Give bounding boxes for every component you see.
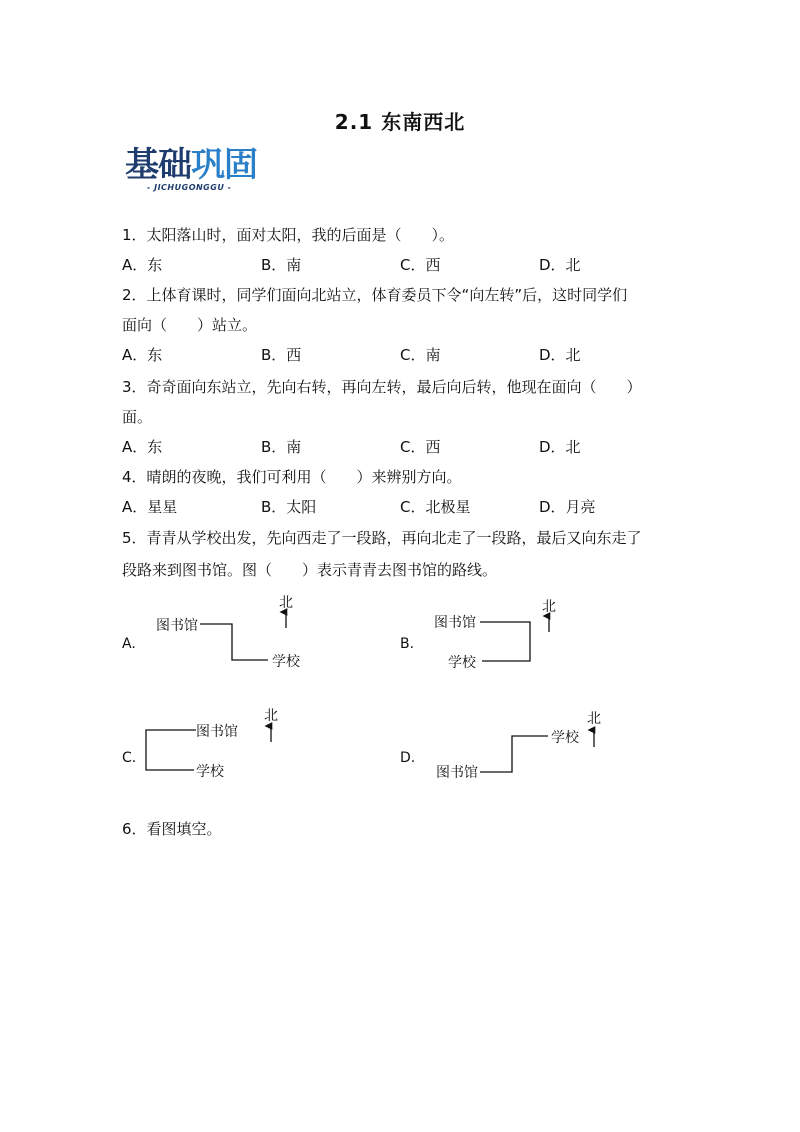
question-2-text-line2: 面向（ ）站立。: [122, 316, 258, 334]
route-b-school-label: 学校: [448, 655, 476, 671]
q1-option-b: B．南: [261, 256, 302, 274]
route-d-north-label: 北: [587, 711, 601, 727]
q4-option-b: B．太阳: [261, 498, 317, 516]
route-b-library-label: 图书馆: [434, 615, 476, 631]
route-c-letter: C.: [122, 750, 137, 766]
route-c-path: [146, 730, 196, 770]
q3-option-b: B．南: [261, 438, 302, 456]
route-b-path: [480, 622, 530, 661]
route-c-north-label: 北: [264, 708, 278, 724]
q1-option-d: D．北: [539, 256, 581, 274]
q2-option-a: A．东: [122, 346, 163, 364]
page-title: 2.1 东南西北: [334, 110, 466, 134]
route-c-library-label: 图书馆: [196, 724, 238, 740]
banner-main-text: 基础巩固: [125, 145, 257, 185]
q2-option-d: D．北: [539, 346, 581, 364]
route-a-path: [200, 624, 268, 660]
route-map-c: [122, 708, 278, 780]
route-b-north-label: 北: [542, 599, 556, 615]
q3-option-a: A．东: [122, 438, 163, 456]
route-b-letter: B.: [400, 636, 415, 652]
q4-option-a: A．星星: [122, 498, 178, 516]
route-a-north-label: 北: [279, 595, 293, 611]
route-a-school-label: 学校: [272, 654, 300, 670]
route-map-d: [400, 711, 601, 780]
question-1-text: 1．太阳落山时，面对太阳，我的后面是（ ）。: [122, 226, 455, 244]
q2-option-b: B．西: [261, 346, 302, 364]
route-c-school-label: 学校: [196, 764, 224, 780]
question-2-text-line1: 2．上体育课时，同学们面向北站立，体育委员下令“向左转”后，这时同学们: [122, 286, 628, 304]
q3-option-c: C．西: [400, 438, 441, 456]
question-3-text-line2: 面。: [122, 408, 153, 426]
route-d-path: [480, 736, 548, 772]
question-5-text-line2: 段路来到图书馆。图（ ）表示青青去图书馆的路线。: [122, 561, 498, 579]
q3-option-d: D．北: [539, 438, 581, 456]
q1-option-c: C．西: [400, 256, 441, 274]
route-a-library-label: 图书馆: [156, 618, 198, 634]
route-d-school-label: 学校: [551, 730, 579, 746]
q4-option-c: C．北极星: [400, 498, 471, 516]
route-a-letter: A.: [122, 636, 136, 652]
q1-option-a: A．东: [122, 256, 163, 274]
question-4-text: 4．晴朗的夜晚，我们可利用（ ）来辨别方向。: [122, 468, 462, 486]
q2-option-c: C．南: [400, 346, 441, 364]
route-map-b: [400, 599, 556, 671]
q4-option-d: D．月亮: [539, 498, 596, 516]
route-map-a: [122, 595, 301, 670]
route-map-figures: [0, 590, 800, 780]
route-d-library-label: 图书馆: [436, 765, 478, 780]
section-banner-logo: [125, 146, 275, 194]
question-6-text: 6．看图填空。: [122, 820, 222, 838]
banner-sub-text: - JICHUGONGGU -: [147, 183, 232, 192]
route-d-letter: D.: [400, 750, 416, 766]
question-3-text-line1: 3．奇奇面向东站立，先向右转，再向左转，最后向后转，他现在面向（ ）: [122, 378, 642, 396]
question-5-text-line1: 5．青青从学校出发，先向西走了一段路，再向北走了一段路，最后又向东走了: [122, 529, 642, 547]
